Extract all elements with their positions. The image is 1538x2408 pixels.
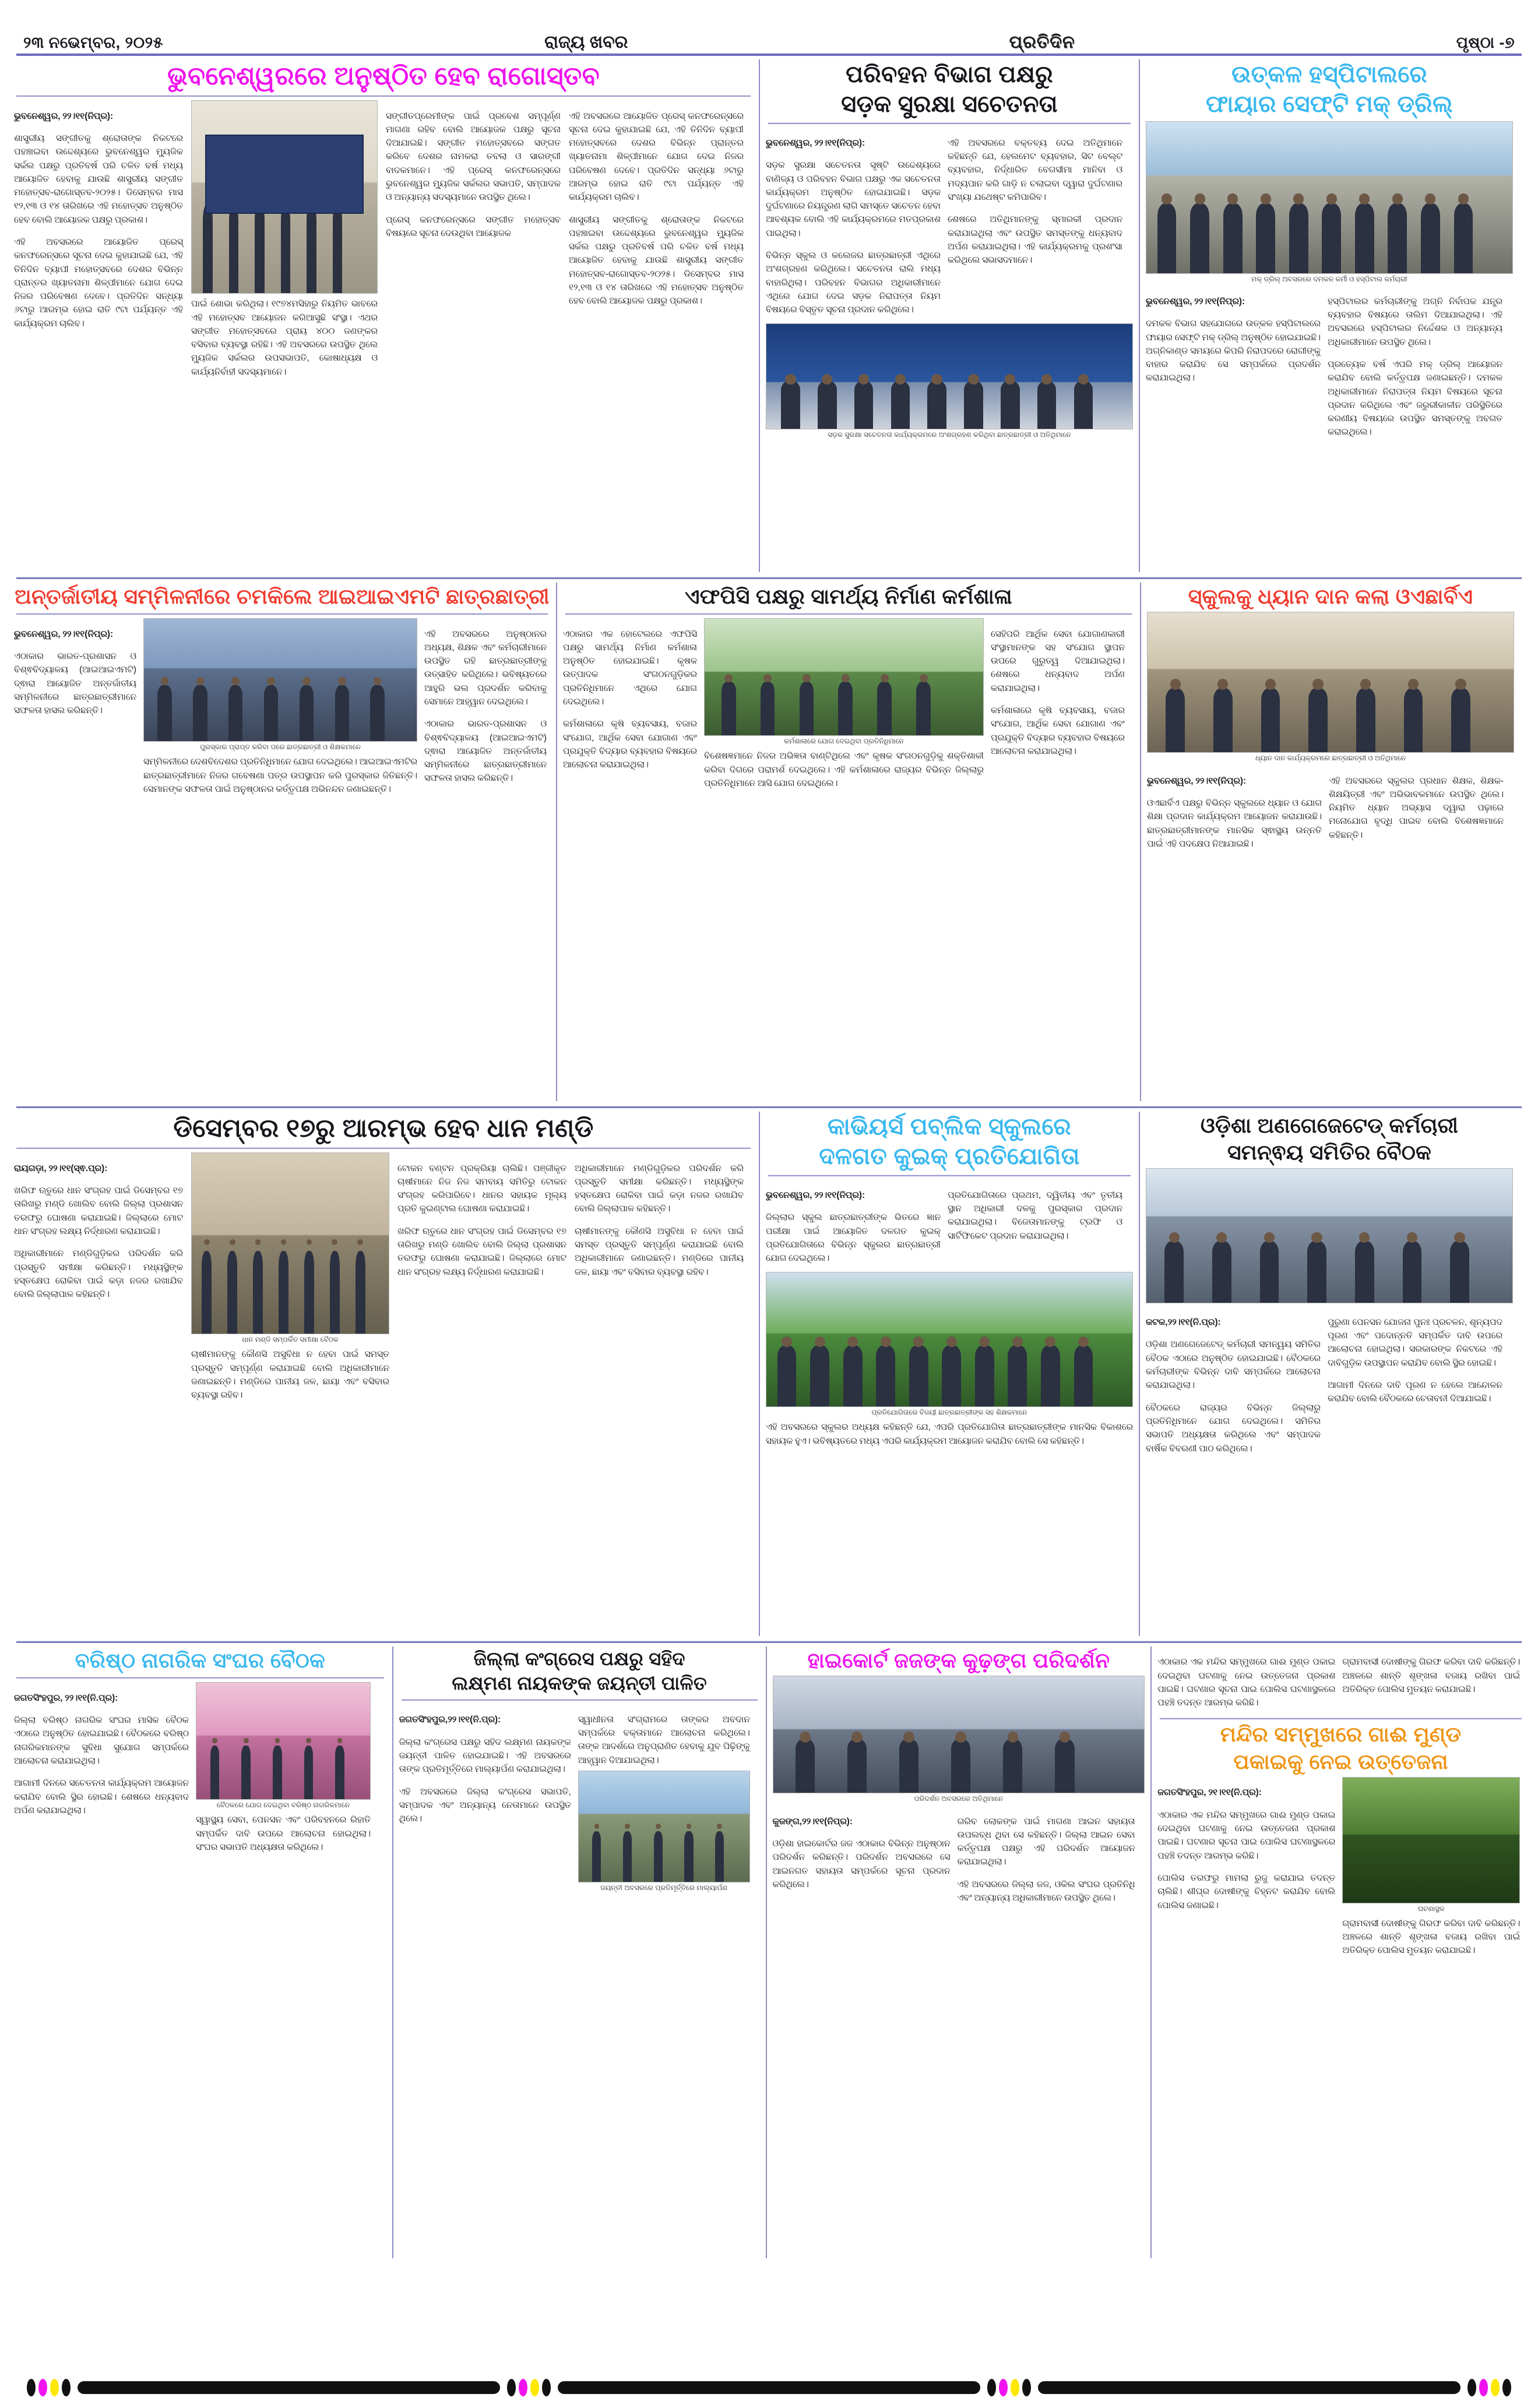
footer-bar [1038, 2381, 1460, 2394]
column-divider [392, 1647, 393, 2258]
article-body: ଏଠାକାର ଏକ ମନ୍ଦିର ସମ୍ମୁଖରେ ଗାଈ ମୁଣ୍ଡ ପକାଇ ଦେଇଥିବା ଘଟଣାକୁ ନେଇ ଉତ୍ତେଜନା ପ୍ରକାଶ ପାଇଛି। ଘଟଣାର ସୂଚନା ପାଇ ପୋଲିସ ଘଟଣାସ୍ଥଳରେ ପହଞ୍ଚି ତଦନ୍ତ ଆରମ୍ଭ କରିଛି। [1157, 1657, 1336, 1708]
headline-quiz-l1: କାଭିୟର୍ସ ପବ୍ଲିକ ସ୍କୁଲରେ [827, 1114, 1072, 1140]
column-divider [766, 1647, 767, 2258]
article-highcourt-visit [773, 1647, 1145, 2258]
photo-caption: ପ୍ରେସ୍ କନଫରେନ୍ସରେ ସଙ୍ଗୀତ ମହୋତ୍ସବ ବିଷୟରେ ସୂଚନା ଦେଉଥିବା ଆୟୋଜକ [386, 214, 561, 238]
dateline: ରାୟଗଡ଼ା, ୨୨।୧୧(ସ୍ଵ.ପ୍ର): [14, 1163, 108, 1173]
headline-fire-drill-l1: ଉତ୍କଳ ହସ୍ପିଟାଲରେ [1231, 62, 1427, 87]
headline-fpc-workshop: ଏଫପିସି ପକ୍ଷରୁ ସାମର୍ଥ୍ୟ ନିର୍ମାଣ କର୍ମଶାଳା [685, 584, 1012, 608]
photo-caption: ଜୟନ୍ତୀ ଅବସରରେ ପ୍ରତିମୂର୍ତ୍ତିରେ ମାଲ୍ୟାର୍ପଣ [600, 1883, 728, 1892]
dateline: ଭୁବନେଶ୍ୱର, ୨୨।୧୧(ନିପ୍ର): [766, 138, 865, 148]
article-body: ସମ୍ମିଳନୀରେ ଦେଶବିଦେଶର ପ୍ରତିନିଧିମାନେ ଯୋଗ ଦେଇଥିଲେ। ଆଇଆଇଏମଟିର ଛାତ୍ରଛାତ୍ରୀମାନେ ନିଜର ଗବେଷଣା ପତ୍ର ଉପସ୍ଥାପନ କରି ପୁରସ୍କାର ଜିତିଛନ୍ତି। ସେମାନଙ୍କ ସଫଳତା ପାଇଁ ଅନୁଷ୍ଠାନର କର୍ତ୍ତୃପକ୍ଷ ଅଭିନନ୍ଦନ ଜଣାଇଛନ୍ତି। [143, 757, 417, 794]
article-congress-jayanti [399, 1647, 760, 2258]
photo-quiz-winners [766, 1272, 1133, 1407]
article-body: ହସ୍ପିଟାଲର କର୍ମଚାରୀଙ୍କୁ ଅଗ୍ନି ନିର୍ବାପକ ଯନ୍ତ୍ର ବ୍ୟବହାର ବିଷୟରେ ତାଲିମ ଦିଆଯାଇଥିଲା। ଏହି ଅବସରରେ ହସ୍ପିଟାଲର ନିର୍ଦ୍ଦେଶକ ଓ ଅନ୍ୟାନ୍ୟ ଅଧିକାରୀମାନେ ଉପସ୍ଥିତ ଥିଲେ। [1328, 296, 1502, 347]
photo-fire-drill [1146, 121, 1513, 274]
column-divider [759, 59, 760, 572]
row-3 [14, 1112, 1524, 1636]
dateline: ଭୁବନେଶ୍ୱର, ୨୨।୧୧(ନିପ୍ର): [14, 629, 114, 639]
article-road-safety [766, 59, 1133, 572]
photo-caption: ବୈଠକରେ ଯୋଗ ଦେଇଥିବା ବରିଷ୍ଠ ନାଗରିକମାନେ [216, 1801, 350, 1810]
article-body [1146, 295, 1321, 308]
photo-iimt-award [143, 618, 417, 742]
article-paddy-mandi [14, 1112, 753, 1636]
article-body [14, 1691, 189, 1705]
article-iimt-conference [14, 583, 550, 1101]
article-body: ଶାସ୍ତ୍ରୀୟ ସଙ୍ଗୀତକୁ ଶ୍ରୋତାଙ୍କ ନିକଟରେ ପହଞ୍ଚାଇବା ଉଦ୍ଦେଶ୍ୟରେ ଭୁବନେଶ୍ୱର ମ୍ୟୁଜିକ ସର୍କଲ ପକ୍ଷରୁ ପ୍ରତିବର୍ଷ ପରି ଚଳିତ ବର୍ଷ ମଧ୍ୟ ଆୟୋଜିତ ହେବାକୁ ଯାଉଛି ଶାସ୍ତ୍ରୀୟ ସଙ୍ଗୀତ ମହୋତ୍ସବ-ରାଗୋସ୍ତବ-୨୦୨୫। ଡିସେମ୍ବର ମାସ ୧୨,୧୩ ଓ ୧୪ ତାରିଖରେ ଏହି ମହୋତ୍ସବ ଅନୁଷ୍ଠିତ ହେବ ବୋଲି ଆୟୋଜକ ପକ୍ଷରୁ ପ୍ରକାଶ। [569, 214, 744, 306]
column-divider [556, 583, 557, 1101]
dateline: ଜଗତସିଂହପୁର,୨୨।୧୧(ନି.ପ୍ର): [399, 1714, 501, 1725]
article-fire-drill [1146, 59, 1513, 572]
photo-figures [1146, 1241, 1512, 1303]
article-body [1147, 774, 1322, 788]
column-divider [1140, 583, 1141, 1101]
headline-employee-l2: ସମନ୍ଵୟ ସମିତିର ବୈଠକ [1227, 1140, 1431, 1165]
article-body: ଗ୍ରାମବାସୀ ଦୋଷୀଙ୍କୁ ଗିରଫ କରିବା ଦାବି କରିଛନ୍ତି। ଅଞ୍ଚଳରେ ଶାନ୍ତି ଶୃଙ୍ଖଳା ବଜାୟ ରଖିବା ପାଇଁ ଅତିରିକ୍ତ ପୋଲିସ ମୁତୟନ କରାଯାଇଛି। [1342, 1657, 1521, 1694]
article-body: ଏଠାକାର ଭାରତ-ପ୍ରଶାସନ ଓ ବିଶ୍ଵବିଦ୍ୟାଳୟ (ଆଇଆଇଏମଟି) ଦ୍ଵାରା ଆୟୋଜିତ ଅନ୍ତର୍ଜାତୀୟ ସମ୍ମିଳନୀରେ ଛାତ୍ରଛାତ୍ରୀମାନେ ସଫଳତା ହାସଲ କରିଛନ୍ତି। [14, 651, 136, 716]
article-body: ସେହିପରି ଆର୍ଥିକ ସେବା ଯୋଗାଣକାରୀ ସଂସ୍ଥାମାନଙ୍କ ସହ ସଂଯୋଗ ସ୍ଥାପନ ଉପରେ ଗୁରୁତ୍ୱ ଦିଆଯାଇଥିଲା। ଶେଷରେ ଧନ୍ୟବାଦ ଅର୍ପଣ କରାଯାଇଥିଲା। [991, 629, 1125, 693]
headline-highcourt-visit: ହାଇକୋର୍ଟ ଜଜଙ୍କ କୁଢ଼ଙ୍ଗ ପରିଦର୍ଶନ [807, 1648, 1110, 1672]
divider [16, 95, 751, 97]
article-body: ବିଶେଷଜ୍ଞମାନେ ନିଜର ଅଭିଜ୍ଞତା ବାଣ୍ଟିଥିଲେ ଏବଂ କୃଷକ ସଂଗଠନଗୁଡ଼ିକୁ ଶକ୍ତିଶାଳୀ କରିବା ଦିଗରେ ପରାମର୍ଶ ଦେଇଥିଲେ। ଏହି କର୍ମଶାଳାରେ ରାଜ୍ୟର ବିଭିନ୍ନ ଜିଲ୍ଲାରୁ ପ୍ରତିନିଧିମାନେ ଆସି ଯୋଗ ଦେଇଥିଲେ। [704, 751, 984, 788]
article-body: ଓଡ଼ିଶା ଅଣଗେଜେଟେଡ୍ କର୍ମଚାରୀ ସମନ୍ୱୟ ସମିତିର ବୈଠକ ଏଠାରେ ଅନୁଷ୍ଠିତ ହୋଇଯାଇଛି। ବୈଠକରେ କର୍ମଚାରୀଙ୍କ ବିଭିନ୍ନ ଦାବି ସମ୍ପର୍କରେ ଆଲୋଚନା କରାଯାଇଥିଲା। [1146, 1339, 1321, 1391]
headline-congress-l1: ଜିଲ୍ଲା କଂଗ୍ରେସ ପକ୍ଷରୁ ସହିଦ [473, 1648, 685, 1669]
article-body: ବିଭିନ୍ନ ସ୍କୁଲ ଓ କଲେଜର ଛାତ୍ରଛାତ୍ରୀ ଏଥିରେ ଅଂଶଗ୍ରହଣ କରିଥିଲେ। ସଚେତନତା ରାଲି ମଧ୍ୟ ବାହାରିଥିଲା। ପରିବହନ ବିଭାଗର ଅଧିକାରୀମାନେ ଏଥିରେ ଯୋଗ ଦେଇ ସଡ଼କ ନିରାପତ୍ତା ନିୟମ ବିଷୟରେ ବିସ୍ତୃତ ସୂଚନା ପ୍ରଦାନ କରିଥିଲେ। [766, 251, 941, 315]
photo-figures [773, 1739, 1145, 1793]
registration-dots [1467, 2379, 1511, 2396]
masthead-logo: ପ୍ରତିଦିନ [1009, 33, 1075, 52]
article-body: ଏହି ଅବସରରେ ବକ୍ତବ୍ୟ ଦେଇ ଅତିଥିମାନେ କହିଛନ୍ତି ଯେ, ହେଲମେଟ ବ୍ୟବହାର, ସିଟ ବେଲ୍ଟ ବ୍ୟବହାର, ନିର୍ଦ୍ଧାରିତ ବେଗସୀମା ମାନିବା ଓ ମଦ୍ୟପାନ କରି ଗାଡ଼ି ନ ଚଲାଇବା ଦ୍ୱାରା ଦୁର୍ଘଟଣାର ସଂଖ୍ୟା ଯଥେଷ୍ଟ କମିପାରିବ। [948, 138, 1122, 202]
article-body [766, 136, 941, 150]
row-1 [14, 59, 1524, 572]
registration-dots [987, 2379, 1031, 2396]
article-body [1146, 1316, 1321, 1329]
article-body [14, 110, 183, 123]
row-divider [16, 1106, 1522, 1108]
photo-figures [1146, 203, 1512, 273]
article-body: ଶାସ୍ତ୍ରୀୟ ସଙ୍ଗୀତକୁ ଶ୍ରୋତାଙ୍କ ନିକଟରେ ପହଞ୍ଚାଇବା ଉଦ୍ଦେଶ୍ୟରେ ଭୁବନେଶ୍ୱର ମ୍ୟୁଜିକ ସର୍କଲ ପକ୍ଷରୁ ପ୍ରତିବର୍ଷ ପରି ଚଳିତ ବର୍ଷ ମଧ୍ୟ ଆୟୋଜିତ ହେବାକୁ ଯାଉଛି ଶାସ୍ତ୍ରୀୟ ସଙ୍ଗୀତ ମହୋତ୍ସବ-ରାଗୋସ୍ତବ-୨୦୨୫। ଡିସେମ୍ବର ମାସ ୧୨,୧୩ ଓ ୧୪ ତାରିଖରେ ଏହି ମହୋତ୍ସବ ଅନୁଷ୍ଠିତ ହେବ ବୋଲି ଆୟୋଜକ ପକ୍ଷରୁ ପ୍ରକାଶ। [14, 133, 183, 225]
headline-cow-head-l2: ପକାଇକୁ ନେଇ ଉତ୍ତେଜନା [1233, 1749, 1448, 1774]
dateline: ଭୁବନେଶ୍ୱର, ୨୨।୧୧(ନିପ୍ର): [766, 1190, 865, 1200]
article-body: ଚାଷୀମାନଙ୍କୁ କୌଣସି ଅସୁବିଧା ନ ହେବା ପାଇଁ ସମସ୍ତ ପ୍ରସ୍ତୁତି ସମ୍ପୂର୍ଣ୍ଣ କରାଯାଇଛି ବୋଲି ଅଧିକାରୀମାନେ ଜଣାଇଛନ୍ତି। ମଣ୍ଡିରେ ପାନୀୟ ଜଳ, ଛାୟା ଏବଂ ବସିବାର ବ୍ୟବସ୍ଥା ରହିବ। [191, 1349, 389, 1401]
divider [1160, 1718, 1522, 1719]
article-employee-committee [1146, 1112, 1513, 1636]
article-body: ଏଠାକାର ଏକ ହୋଟେଲରେ ଏଫପିସି ପକ୍ଷରୁ ସାମର୍ଥ୍ୟ ନିର୍ମାଣ କର୍ମଶାଳା ଅନୁଷ୍ଠିତ ହୋଇଯାଇଛି। କୃଷକ ଉତ୍ପାଦକ ସଂଗଠନଗୁଡ଼ିକର ପ୍ରତିନିଧିମାନେ ଏଥିରେ ଯୋଗ ଦେଇଥିଲେ। [563, 629, 697, 707]
headline-fire-drill-l2: ଫାୟାର ସେଫ୍ଟି ମକ୍ ଡ୍ରିଲ୍ [1206, 91, 1453, 117]
article-body: ଶେଷରେ ଅତିଥିମାନଙ୍କୁ ସ୍ମାରକୀ ପ୍ରଦାନ କରାଯାଇଥିଲା ଏବଂ ଉପସ୍ଥିତ ସମସ୍ତଙ୍କୁ ଧନ୍ୟବାଦ ଅର୍ପଣ କରାଯାଇଥିଲା। ଏହି କାର୍ଯ୍ୟକ୍ରମକୁ ପ୍ରଶଂସା କରିଥିଲେ ସଭାସଦମାନେ। [948, 214, 1122, 266]
photo-caption: ପୁରସ୍କାର ପ୍ରାପ୍ତ କରିବା ପରେ ଛାତ୍ରଛାତ୍ରୀ ଓ ଶିକ୍ଷକମାନେ [200, 743, 361, 752]
article-body: ସଙ୍ଗୀତପ୍ରେମୀଙ୍କ ପାଇଁ ପ୍ରବେଶ ସମ୍ପୂର୍ଣ୍ଣ ମାଗଣା ରହିବ ବୋଲି ଆୟୋଜକ ପକ୍ଷରୁ ସୂଚନା ଦିଆଯାଇଛି। ସଙ୍ଗୀତ ମହୋତ୍ସବରେ ସଙ୍ଗତ କରିବେ ଦେଶର ନାମକରା ତବଲା ଓ ସାରଙ୍ଗୀ ବାଦକମାନେ। ଏହି ପ୍ରେସ୍ କନଫରେନ୍ସରେ ଭୁବନେଶ୍ୱର ମ୍ୟୁଜିକ ସର୍କଲର ସଭାପତି, ସମ୍ପାଦକ ଓ ଅନ୍ୟାନ୍ୟ ସଦସ୍ୟମାନେ ଉପସ୍ଥିତ ଥିଲେ। [386, 111, 561, 203]
article-body: ସ୍ୱାଧୀନତା ସଂଗ୍ରାମରେ ତାଙ୍କର ଅବଦାନ ସମ୍ପର୍କରେ ବକ୍ତାମାନେ ଆଲୋଚନା କରିଥିଲେ। ତାଙ୍କ ଆଦର୍ଶରେ ଅନୁପ୍ରାଣିତ ହେବାକୁ ଯୁବ ପିଢ଼ିଙ୍କୁ ଆହ୍ୱାନ ଦିଆଯାଇଥିଲା। [578, 1714, 750, 1765]
divider [768, 1175, 1131, 1176]
dateline: ଜଗତସିଂହପୁର, ୨୨।୧୧(ନି.ପ୍ର): [14, 1693, 118, 1703]
article-body: ଆଗାମୀ ଦିନରେ ସଚେତନତା କାର୍ଯ୍ୟକ୍ରମ ଆୟୋଜନ କରାଯିବ ବୋଲି ସ୍ଥିର ହୋଇଛି। ଶେଷରେ ଧନ୍ୟବାଦ ଅର୍ପଣ କରାଯାଇଥିଲା। [14, 1778, 189, 1815]
dateline: ଭୁବନେଶ୍ୱର, ୨୨।୧୧(ନିପ୍ର): [1147, 775, 1247, 786]
article-body: ଏହି ଅବସରରେ ଜିଲ୍ଲା କଂଗ୍ରେସ ସଭାପତି, ସମ୍ପାଦକ ଏବଂ ଅନ୍ୟାନ୍ୟ ନେତାମାନେ ଉପସ୍ଥିତ ଥିଲେ। [399, 1786, 571, 1824]
headline-ragostav: ଭୁବନେଶ୍ୱରରେ ଅନୁଷ୍ଠିତ ହେବ ରାଗୋସ୍ତବ [167, 62, 600, 90]
column-divider [759, 1112, 760, 1636]
article-body [773, 1815, 951, 1828]
article-body: ଗରିବ ଲୋକଙ୍କ ପାଇଁ ମାଗଣା ଆଇନ ସହାୟତା ଉପଲବ୍ଧ ଥିବା ସେ କହିଛନ୍ତି। ଜିଲ୍ଲା ଆଇନ ସେବା କର୍ତ୍ତୃପକ୍ଷ ପକ୍ଷରୁ ଏହି ପରିଦର୍ଶନ ଆୟୋଜନ କରାଯାଇଥିଲା। [957, 1816, 1135, 1867]
newspaper-page [0, 56, 1538, 2258]
dateline: ଭୁବନେଶ୍ୱର, ୨୨।୧୧(ନିପ୍ର): [14, 111, 114, 121]
row-4 [14, 1647, 1524, 2258]
photo-caption: ପରିଦର୍ଶନ ଅବସରରେ ଅତିଥିମାନେ [914, 1794, 1004, 1803]
article-body: ଜିଲ୍ଲାର ସ୍କୁଲ ଛାତ୍ରଛାତ୍ରୀଙ୍କ ଭିତରେ ଜ୍ଞାନ ପରୀକ୍ଷା ପାଇଁ ଆୟୋଜିତ ଦଳଗତ କୁଇକ୍ ପ୍ରତିଯୋଗିତାରେ ବିଭିନ୍ନ ସ୍କୁଲର ଛାତ୍ରଛାତ୍ରୀ ଯୋଗ ଦେଇଥିଲେ। [766, 1212, 941, 1264]
masthead-page-number: ପୃଷ୍ଠା -୭ [1456, 34, 1515, 51]
article-ragostav [14, 59, 753, 572]
article-body: ଏହି ଅବସରରେ ଆୟୋଜିତ ପ୍ରେସ୍ କନଫରେନ୍ସରେ ସୂଚନା ଦେଇ କୁହାଯାଇଛି ଯେ, ଏହି ତିନିଦିନ ବ୍ୟାପୀ ମହୋତ୍ସବରେ ଦେଶର ବିଭିନ୍ନ ପ୍ରାନ୍ତର ଖ୍ୟାତନାମା ଶିଳ୍ପୀମାନେ ଯୋଗ ଦେଇ ନିଜର ପରିବେଷଣ ଦେବେ। ପ୍ରତିଦିନ ସନ୍ଧ୍ୟା ୬ଟାରୁ ଆରମ୍ଭ ହୋଇ ରାତି ୯ଟା ପର୍ଯ୍ୟନ୍ତ ଏହି କାର୍ଯ୍ୟକ୍ରମ ଚାଲିବ। [569, 111, 744, 203]
photo-figures [144, 685, 417, 742]
masthead [0, 0, 1538, 56]
article-body: ସ୍ୱାସ୍ଥ୍ୟ ସେବା, ପେନସନ ଏବଂ ପରିବହନରେ ରିହାତି ସମ୍ପର୍କିତ ଦାବି ଉପରେ ଆଲୋଚନା ହୋଇଥିଲା। ସଂଘର ସଭାପତି ଅଧ୍ୟକ୍ଷତା କରିଥିଲେ। [196, 1815, 371, 1852]
photo-road-safety-event [766, 323, 1133, 429]
photo-caption: କର୍ମଶାଳାରେ ଯୋଗ ଦେଇଥିବା ପ୍ରତିନିଧିମାନେ [784, 737, 904, 746]
divider [565, 613, 1132, 615]
article-body: ଗ୍ରାମବାସୀ ଦୋଷୀଙ୍କୁ ଗିରଫ କରିବା ଦାବି କରିଛନ୍ତି। ଅଞ୍ଚଳରେ ଶାନ୍ତି ଶୃଙ୍ଖଳା ବଜାୟ ରଖିବା ପାଇଁ ଅତିରିକ୍ତ ପୋଲିସ ମୁତୟନ କରାଯାଇଛି। [1342, 1918, 1521, 1956]
article-body [1157, 1786, 1335, 1799]
headline-employee-l1: ଓଡ଼ିଶା ଅଣଗେଜେଟେଡ୍ କର୍ମଚାରୀ [1200, 1113, 1459, 1137]
photo-fpc-workshop [704, 618, 984, 736]
headline-school-meditation: ସ୍କୁଲକୁ ଧ୍ୟାନ ଦାନ କଲା ଓଏଛାର୍ବିଏ [1188, 584, 1473, 608]
article-body: ଖରିଫ ଋତୁରେ ଧାନ ସଂଗ୍ରହ ପାଇଁ ଡିସେମ୍ବର ୧୭ ତାରିଖରୁ ମଣ୍ଡି ଖୋଲିବ ବୋଲି ଜିଲ୍ଲା ପ୍ରଶାସନ ତରଫରୁ ଘୋଷଣା କରାଯାଇଛି। ଜିଲ୍ଲାରେ ମୋଟ ଧାନ ସଂଗ୍ରହ ଲକ୍ଷ୍ୟ ନିର୍ଦ୍ଧାରଣ କରାଯାଇଛି। [397, 1226, 566, 1277]
footer-bar [78, 2381, 500, 2394]
photo-senior-citizens-meeting [196, 1682, 371, 1800]
article-body: ଏହି ଅବସରରେ ଅନୁଷ୍ଠାନର ଅଧ୍ୟକ୍ଷ, ଶିକ୍ଷକ ଏବଂ କର୍ମଚାରୀମାନେ ଉପସ୍ଥିତ ରହି ଛାତ୍ରଛାତ୍ରୀଙ୍କୁ ଉତ୍ସାହିତ କରିଥିଲେ। ଭବିଷ୍ୟତରେ ଆହୁରି ଭଲ ପ୍ରଦର୍ଶନ କରିବାକୁ ସେମାନେ ଆହ୍ୱାନ ଦେଇଥିଲେ। [424, 629, 547, 707]
masthead-rule [16, 53, 1522, 56]
article-body: ପାଇଁ ଶୋଭା କରିଥିଲା। ୧୯୭୪ମସିହାରୁ ନିୟମିତ ଭାବରେ ଏହି ମହୋତ୍ସବ ଆୟୋଜନ କରିଆସୁଛି ସଂସ୍ଥା। ଏଥର ସଙ୍ଗୀତ ମହୋତ୍ସବରେ ପ୍ରାୟ ୪୦୦ ଜଣଙ୍କର ବସିବାର ବ୍ୟବସ୍ଥା ରହିଛି। ଏହି ଅବସରରେ ଉପସ୍ଥିତ ଥିଲେ ମ୍ୟୁଜିକ ସର୍କଲର ଉପସଭାପତି, କୋଷାଧ୍ୟକ୍ଷ ଓ କାର୍ଯ୍ୟନିର୍ବାହୀ ସଦସ୍ୟମାନେ। [191, 299, 378, 377]
headline-iimt: ଅନ୍ତର୍ଜାତୀୟ ସମ୍ମିଳନୀରେ ଚମକିଲେ ଆଇଆଇଏମଟି ଛାତ୍ରଛାତ୍ରୀ [15, 584, 550, 608]
article-body: ପ୍ରତ୍ୟେକ ବର୍ଷ ଏପରି ମକ୍ ଡ୍ରିଲ୍ ଆୟୋଜନ କରାଯିବ ବୋଲି କର୍ତ୍ତୃପକ୍ଷ ଜଣାଇଛନ୍ତି। ଦମକଳ ଅଧିକାରୀମାନେ ନିରାପତ୍ତା ନିୟମ ବିଷୟରେ ସୂଚନା ପ୍ରଦାନ କରିଥିଲେ ଏବଂ ଜରୁରୀକାଳୀନ ପରିସ୍ଥିତିରେ କରଣୀୟ ବିଷୟରେ ଉପସ୍ଥିତ ସମସ୍ତଙ୍କୁ ଅବଗତ କରାଇଥିଲେ। [1328, 359, 1502, 438]
article-body: ଓଏଛାର୍ବିଏ ପକ୍ଷରୁ ବିଭିନ୍ନ ସ୍କୁଲରେ ଧ୍ୟାନ ଓ ଯୋଗ ଶିକ୍ଷା ପ୍ରଦାନ କାର୍ଯ୍ୟକ୍ରମ ଆୟୋଜନ କରାଯାଉଛି। ଛାତ୍ରଛାତ୍ରୀମାନଙ୍କ ମାନସିକ ସ୍ଵାସ୍ଥ୍ୟ ଉନ୍ନତି ପାଇଁ ଏହି ପଦକ୍ଷେପ ନିଆଯାଇଛି। [1147, 798, 1322, 849]
column-divider [1139, 59, 1140, 572]
divider [16, 1147, 751, 1149]
article-body: ଏହି ଅବସରରେ ସ୍କୁଲର ଅଧ୍ୟକ୍ଷ କହିଛନ୍ତି ଯେ, ଏପରି ପ୍ରତିଯୋଗିତା ଛାତ୍ରଛାତ୍ରୀଙ୍କ ମାନସିକ ବିକାଶରେ ସହାୟକ ହୁଏ। ଭବିଷ୍ୟତରେ ମଧ୍ୟ ଏପରି କାର୍ଯ୍ୟକ୍ରମ ଆୟୋଜନ କରାଯିବ ବୋଲି ସେ କହିଛନ୍ତି। [766, 1422, 1133, 1446]
footer-ornament [0, 2367, 1538, 2408]
dateline: ଭୁବନେଶ୍ୱର, ୨୨।୧୧(ନିପ୍ର): [1146, 296, 1245, 306]
photo-figures [766, 1345, 1132, 1407]
article-body [14, 627, 136, 641]
article-cow-head-tension [1157, 1647, 1524, 2258]
registration-dots [507, 2379, 551, 2396]
article-body: ଟୋକନ ବଣ୍ଟନ ପ୍ରକ୍ରିୟା ଚାଲିଛି। ପଞ୍ଜୀକୃତ ଚାଷୀମାନେ ନିଜ ନିଜ ସମବାୟ ସମିତିରୁ ଟୋକନ ସଂଗ୍ରହ କରିପାରିବେ। ଧାନର ସହାୟକ ମୂଲ୍ୟ ପ୍ରତି କୁଇଣ୍ଟାଲ ଘୋଷଣା କରାଯାଇଛି। [397, 1163, 566, 1214]
article-body [14, 1162, 183, 1175]
article-body: ଚାଷୀମାନଙ୍କୁ କୌଣସି ଅସୁବିଧା ନ ହେବା ପାଇଁ ସମସ୍ତ ପ୍ରସ୍ତୁତି ସମ୍ପୂର୍ଣ୍ଣ କରାଯାଇଛି ବୋଲି ଅଧିକାରୀମାନେ ଜଣାଇଛନ୍ତି। ମଣ୍ଡିରେ ପାନୀୟ ଜଳ, ଛାୟା ଏବଂ ବସିବାର ବ୍ୟବସ୍ଥା ରହିବ। [575, 1226, 744, 1277]
headline-paddy-mandi: ଡିସେମ୍ବର ୧୭ରୁ ଆରମ୍ଭ ହେବ ଧାନ ମଣ୍ଡି [173, 1114, 594, 1143]
headline-road-safety-l1: ପରିବହନ ବିଭାଗ ପକ୍ଷରୁ [846, 62, 1053, 87]
article-body: କର୍ମଶାଳାରେ କୃଷି ବ୍ୟବସାୟ, ବଜାର ସଂଯୋଗ, ଆର୍ଥିକ ସେବା ଯୋଗାଣ ଏବଂ ପ୍ରଯୁକ୍ତି ବିଦ୍ୟାର ବ୍ୟବହାର ବିଷୟରେ ଆଲୋଚନା କରାଯାଇଥିଲା। [991, 706, 1125, 756]
divider [16, 1677, 384, 1679]
divider [16, 613, 548, 615]
article-body [399, 1713, 571, 1726]
photo-figures [192, 205, 377, 293]
article-body: ସଡ଼କ ସୁରକ୍ଷା ସଚେତନତା ସୃଷ୍ଟି ଉଦ୍ଦେଶ୍ୟରେ ବାଣିଜ୍ୟ ଓ ପରିବହନ ବିଭାଗ ପକ୍ଷରୁ ଏକ ସଚେତନତା କାର୍ଯ୍ୟକ୍ରମ ଅନୁଷ୍ଠିତ ହୋଇଯାଇଛି। ସଡ଼କ ଦୁର୍ଘଟଣାରେ ନିୟନ୍ତ୍ରଣ ଲାଗି ସମସ୍ତେ ସଚେତନ ହେବା ଆବଶ୍ୟକ ବୋଲି ଏହି କାର୍ଯ୍ୟକ୍ରମରେ ମତପ୍ରକାଶ ପାଇଥିଲା। [766, 160, 941, 238]
photo-caption: ଘଟଣାସ୍ଥଳ [1417, 1904, 1445, 1913]
photo-highcourt-visit [773, 1676, 1145, 1793]
headline-cow-head-l1: ମନ୍ଦିର ସମ୍ମୁଖରେ ଗାଈ ମୁଣ୍ଡ [1220, 1722, 1462, 1747]
article-body: ଓଡ଼ିଶା ହାଇକୋର୍ଟର ଜଜ ଏଠାକାର ବିଭିନ୍ନ ଅନୁଷ୍ଠାନ ପରିଦର୍ଶନ କରିଛନ୍ତି। ପରିଦର୍ଶନ ଅବସରରେ ସେ ଆଇନଗତ ସହାୟତା ସମ୍ପର୍କରେ ସୂଚନା ପ୍ରଦାନ କରିଥିଲେ। [772, 1839, 951, 1889]
article-body: ପ୍ରତିଯୋଗିତାରେ ପ୍ରଥମ, ଦ୍ୱିତୀୟ ଏବଂ ତୃତୀୟ ସ୍ଥାନ ଅଧିକାରୀ ଦଳକୁ ପୁରସ୍କାର ପ୍ରଦାନ କରାଯାଇଥିଲା। ବିଜେତାମାନଙ୍କୁ ଟ୍ରଫି ଓ ସାର୍ଟିଫିକେଟ ପ୍ରଦାନ କରାଯାଇଥିଲା। [948, 1190, 1122, 1241]
article-body: ଏଠାକାର ଭାରତ-ପ୍ରଶାସନ ଓ ବିଶ୍ଵବିଦ୍ୟାଳୟ (ଆଇଆଇଏମଟି) ଦ୍ଵାରା ଆୟୋଜିତ ଅନ୍ତର୍ଜାତୀୟ ସମ୍ମିଳନୀରେ ଛାତ୍ରଛାତ୍ରୀମାନେ ସଫଳତା ହାସଲ କରିଛନ୍ତି। [424, 719, 547, 784]
article-body: ପୋଲିସ ତରଫରୁ ମାମଲା ରୁଜୁ କରାଯାଇ ତଦନ୍ତ ଚାଲିଛି। ଶୀଘ୍ର ଦୋଷୀଙ୍କୁ ଚିହ୍ନଟ କରାଯିବ ବୋଲି ପୋଲିସ ଜଣାଇଛି। [1157, 1873, 1336, 1910]
photo-caption: ପ୍ରତିଯୋଗିତାରେ ବିଜୟୀ ଛାତ୍ରଛାତ୍ରୀଙ୍କ ସହ ଶିକ୍ଷକମାନେ [871, 1408, 1027, 1417]
article-body: ବୈଠକରେ ରାଜ୍ୟର ବିଭିନ୍ନ ଜିଲ୍ଲାରୁ ପ୍ରତିନିଧିମାନେ ଯୋଗ ଦେଇଥିଲେ। ସମିତିର ସଭାପତି ଅଧ୍ୟକ୍ଷତା କରିଥିଲେ ଏବଂ ସମ୍ପାଦକ ବାର୍ଷିକ ବିବରଣୀ ପାଠ କରିଥିଲେ। [1146, 1402, 1321, 1454]
photo-mandi-meeting [191, 1152, 389, 1334]
photo-school-meditation [1147, 612, 1514, 753]
headline-road-safety-l2: ସଡ଼କ ସୁରକ୍ଷା ସଚେତନତା [841, 91, 1058, 117]
photo-caption: ଧ୍ୟାନ ଦାନ କାର୍ଯ୍ୟକ୍ରମରେ ଛାତ୍ରଛାତ୍ରୀ ଓ ଅତିଥିମାନେ [1255, 754, 1406, 763]
article-school-meditation [1147, 583, 1514, 1101]
dateline: ଜଗତସିଂହପୁର, ୨୧।୧୧(ନି.ପ୍ର): [1157, 1788, 1262, 1798]
article-body: ଅଧିକାରୀମାନେ ମଣ୍ଡିଗୁଡ଼ିକର ପରିଦର୍ଶନ କରି ପ୍ରସ୍ତୁତି ସମୀକ୍ଷା କରିଛନ୍ତି। ମଧ୍ୟସ୍ଥିଙ୍କ ହସ୍ତକ୍ଷେପ ରୋକିବା ପାଇଁ କଡ଼ା ନଜର ରଖାଯିବ ବୋଲି ଜିଲ୍ଲାପାଳ କହିଛନ୍ତି। [14, 1249, 183, 1300]
masthead-date: ୨୩ ନଭେମ୍ବର, ୨୦୨୫ [23, 34, 163, 51]
dateline: କଟକ,୨୨।୧୧(ନି.ପ୍ର): [1146, 1317, 1221, 1327]
article-senior-citizens [14, 1647, 386, 2258]
photo-cow-scene [1342, 1777, 1520, 1903]
article-fpc-workshop [563, 583, 1134, 1101]
photo-figures [705, 682, 983, 735]
article-quiz-competition [766, 1112, 1133, 1636]
article-body: ଦମକଳ ବିଭାଗ ସହଯୋଗରେ ଉତ୍କଳ ହସ୍ପିଟାଲରେ ଫାୟାର ସେଫ୍ଟି ମକ୍ ଡ୍ରିଲ୍ ଅନୁଷ୍ଠିତ ହୋଇଯାଇଛି। ଅଗ୍ନିକାଣ୍ଡ ସମୟରେ କିପରି ନିରାପଦରେ ରୋଗୀଙ୍କୁ ବାହାର କରାଯିବ ସେ ସମ୍ପର୍କରେ ପ୍ରଦର୍ଶନ କରାଯାଇଥିଲା। [1146, 319, 1321, 383]
divider [402, 1699, 758, 1701]
article-body: ପୁରୁଣା ପେନସନ ଯୋଜନା ପୁନଃ ପ୍ରଚଳନ, ଶୂନ୍ୟପଦ ପୂରଣ ଏବଂ ପଦୋନ୍ନତି ସମ୍ପର୍କିତ ଦାବି ଉପରେ ଆଲୋଚନା ହୋଇଥିଲା। ସରକାରଙ୍କ ନିକଟରେ ଏହି ଦାବିଗୁଡ଼ିକ ଉପସ୍ଥାପନ କରାଯିବ ବୋଲି ସ୍ଥିର ହୋଇଛି। [1328, 1317, 1502, 1368]
photo-figures [579, 1831, 749, 1882]
article-body: ଏଠାକାର ଏକ ମନ୍ଦିର ସମ୍ମୁଖରେ ଗାଈ ମୁଣ୍ଡ ପକାଇ ଦେଇଥିବା ଘଟଣାକୁ ନେଇ ଉତ୍ତେଜନା ପ୍ରକାଶ ପାଇଛି। ଘଟଣାର ସୂଚନା ପାଇ ପୋଲିସ ଘଟଣାସ୍ଥଳରେ ପହଞ୍ଚି ତଦନ୍ତ ଆରମ୍ଭ କରିଛି। [1157, 1810, 1336, 1861]
article-body: ଖରିଫ ଋତୁରେ ଧାନ ସଂଗ୍ରହ ପାଇଁ ଡିସେମ୍ବର ୧୭ ତାରିଖରୁ ମଣ୍ଡି ଖୋଲିବ ବୋଲି ଜିଲ୍ଲା ପ୍ରଶାସନ ତରଫରୁ ଘୋଷଣା କରାଯାଇଛି। ଜିଲ୍ଲାରେ ମୋଟ ଧାନ ସଂଗ୍ରହ ଲକ୍ଷ୍ୟ ନିର୍ଦ୍ଧାରଣ କରାଯାଇଛି। [14, 1186, 183, 1236]
article-body: ଆଗାମୀ ଦିନରେ ଦାବି ପୂରଣ ନ ହେଲେ ଆନ୍ଦୋଳନ କରାଯିବ ବୋଲି ବୈଠକରେ ଚେତାବନୀ ଦିଆଯାଇଛି। [1328, 1380, 1502, 1404]
row-divider [16, 577, 1522, 579]
photo-caption: ଧାନ ମଣ୍ଡି ସମ୍ପର୍କିତ ସମୀକ୍ଷା ବୈଠକ [242, 1335, 339, 1344]
article-body: ଅଧିକାରୀମାନେ ମଣ୍ଡିଗୁଡ଼ିକର ପରିଦର୍ଶନ କରି ପ୍ରସ୍ତୁତି ସମୀକ୍ଷା କରିଛନ୍ତି। ମଧ୍ୟସ୍ଥିଙ୍କ ହସ୍ତକ୍ଷେପ ରୋକିବା ପାଇଁ କଡ଼ା ନଜର ରଖାଯିବ ବୋଲି ଜିଲ୍ଲାପାଳ କହିଛନ୍ତି। [575, 1163, 744, 1214]
headline-congress-l2: ଲକ୍ଷ୍ମଣ ନାୟକଙ୍କ ଜୟନ୍ତୀ ପାଳିତ [452, 1672, 707, 1694]
photo-employee-meeting [1146, 1168, 1513, 1303]
headline-senior-citizens: ବରିଷ୍ଠ ନାଗରିକ ସଂଘର ବୈଠକ [75, 1648, 325, 1672]
photo-figures [766, 381, 1132, 429]
article-body: ଏହି ଅବସରରେ ଜିଲ୍ଲା ଜଜ, ଓକିଲ ସଂଘର ପ୍ରତିନିଧି ଏବଂ ଅନ୍ୟାନ୍ୟ ଅଧିକାରୀମାନେ ଉପସ୍ଥିତ ଥିଲେ। [957, 1879, 1135, 1903]
headline-quiz-l2: ଦଳଗତ କୁଇକ୍ ପ୍ରତିଯୋଗିତା [819, 1143, 1080, 1169]
article-body [766, 1189, 941, 1202]
row-divider [16, 1641, 1522, 1643]
divider [768, 122, 1131, 124]
column-divider [1150, 1647, 1152, 2258]
column-divider [1139, 1112, 1140, 1636]
photo-figures [192, 1251, 389, 1334]
photo-figures [196, 1746, 370, 1799]
article-body: ଏହି ଅବସରରେ ଆୟୋଜିତ ପ୍ରେସ୍ କନଫରେନ୍ସରେ ସୂଚନା ଦେଇ କୁହାଯାଇଛି ଯେ, ଏହି ତିନିଦିନ ବ୍ୟାପୀ ମହୋତ୍ସବରେ ଦେଶର ବିଭିନ୍ନ ପ୍ରାନ୍ତର ଖ୍ୟାତନାମା ଶିଳ୍ପୀମାନେ ଯୋଗ ଦେଇ ନିଜର ପରିବେଷଣ ଦେବେ। ପ୍ରତିଦିନ ସନ୍ଧ୍ୟା ୬ଟାରୁ ଆରମ୍ଭ ହୋଇ ରାତି ୯ଟା ପର୍ଯ୍ୟନ୍ତ ଏହି କାର୍ଯ୍ୟକ୍ରମ ଚାଲିବ। [14, 237, 183, 329]
masthead-section-title: ରାଜ୍ୟ ଖବର [544, 33, 628, 52]
article-body: ଏହି ଅବସରରେ ସ୍କୁଲର ପ୍ରଧାନ ଶିକ୍ଷକ, ଶିକ୍ଷକ-ଶିକ୍ଷୟିତ୍ରୀ ଏବଂ ଅଭିଭାବକମାନେ ଉପସ୍ଥିତ ଥିଲେ। ନିୟମିତ ଧ୍ୟାନ ଅଭ୍ୟାସ ଦ୍ୱାରା ପଢ଼ାରେ ମନୋଯୋଗ ବୃଦ୍ଧି ପାଇବ ବୋଲି ବିଶେଷଜ୍ଞମାନେ କହିଛନ୍ତି। [1329, 775, 1504, 840]
photo-press-conference [191, 100, 378, 294]
article-body: କର୍ମଶାଳାରେ କୃଷି ବ୍ୟବସାୟ, ବଜାର ସଂଯୋଗ, ଆର୍ଥିକ ସେବା ଯୋଗାଣ ଏବଂ ପ୍ରଯୁକ୍ତି ବିଦ୍ୟାର ବ୍ୟବହାର ବିଷୟରେ ଆଲୋଚନା କରାଯାଇଥିଲା। [563, 719, 697, 770]
photo-caption: ମକ୍ ଡ୍ରିଲ୍ ଅବସରରେ ଦମକଳ କର୍ମୀ ଓ ହସ୍ପିଟାଲ କର୍ମଚାରୀ [1251, 274, 1407, 283]
article-body: ଜିଲ୍ଲା କଂଗ୍ରେସ ପକ୍ଷରୁ ସହିଦ ଲକ୍ଷ୍ମଣ ନାୟକଙ୍କ ଜୟନ୍ତୀ ପାଳିତ ହୋଇଯାଇଛି। ଏହି ଅବସରରେ ତାଙ୍କ ପ୍ରତିମୂର୍ତ୍ତିରେ ମାଲ୍ୟାର୍ପଣ କରାଯାଇଥିଲା। [399, 1737, 571, 1774]
dateline: କୁଜଙ୍ଗ,୨୨।୧୧(ନିପ୍ର): [772, 1816, 853, 1827]
photo-caption: ସଡ଼କ ସୁରକ୍ଷା ସଚେତନତା କାର୍ଯ୍ୟକ୍ରମରେ ଅଂଶଗ୍ରହଣ କରିଥିବା ଛାତ୍ରଛାତ୍ରୀ ଓ ଅତିଥିମାନେ [828, 431, 1071, 439]
photo-figures [1148, 688, 1514, 752]
row-2 [14, 583, 1524, 1101]
photo-jayanti [578, 1771, 750, 1882]
footer-bar [558, 2381, 980, 2394]
article-body: ଜିଲ୍ଲା ବରିଷ୍ଠ ନାଗରିକ ସଂଘର ମାସିକ ବୈଠକ ଏଠାରେ ଅନୁଷ୍ଠିତ ହୋଇଯାଇଛି। ବୈଠକରେ ବରିଷ୍ଠ ନାଗରିକମାନଙ୍କ ସୁବିଧା ସୁଯୋଗ ସମ୍ପର୍କରେ ଆଲୋଚନା କରାଯାଇଥିଲା। [14, 1715, 189, 1766]
registration-dots [27, 2379, 71, 2396]
